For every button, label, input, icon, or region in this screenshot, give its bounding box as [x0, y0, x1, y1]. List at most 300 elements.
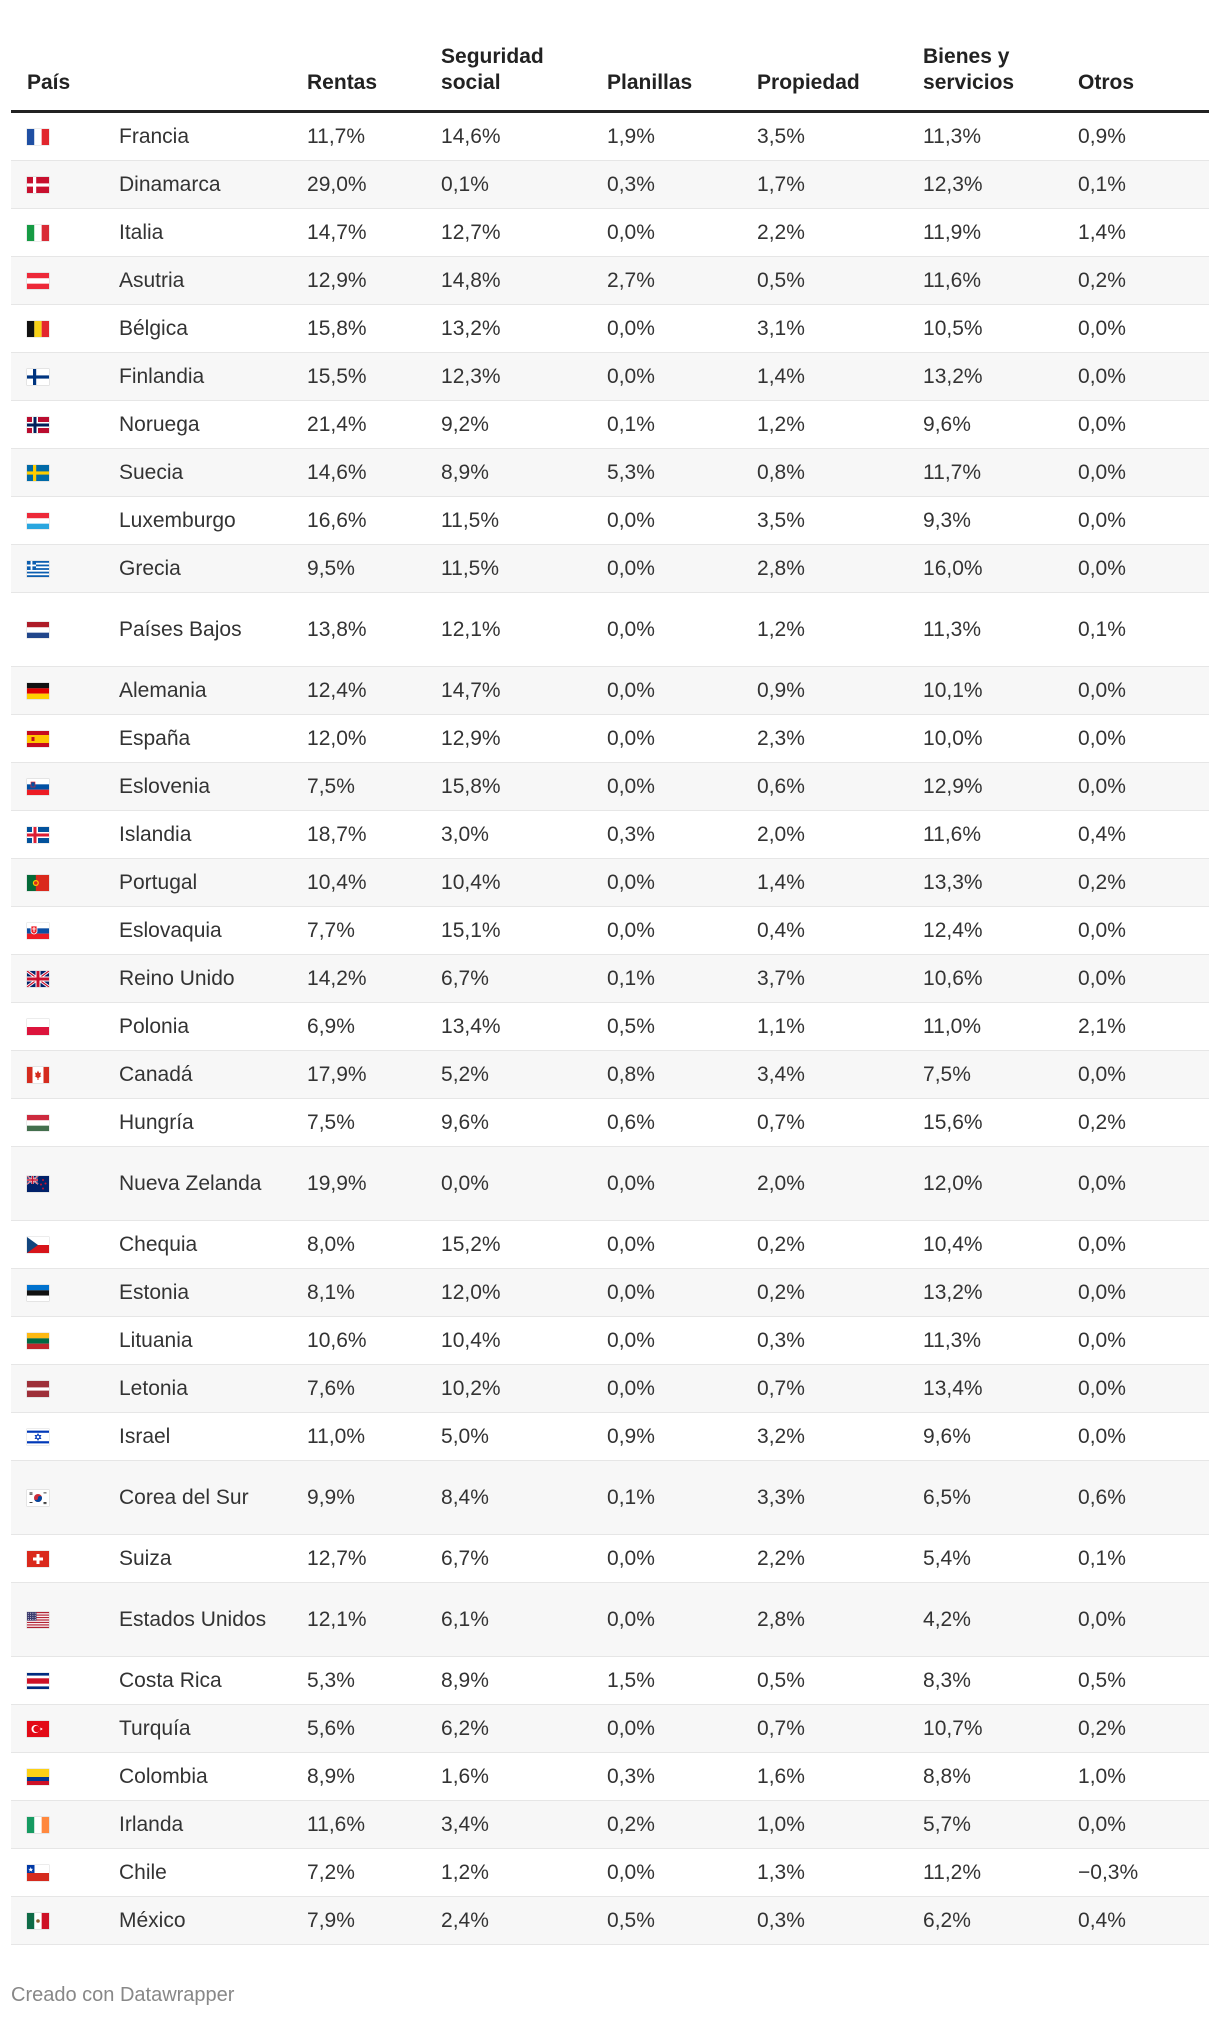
- flag-cell: [11, 1705, 119, 1753]
- flag-cell: [11, 1221, 119, 1269]
- table-row: [11, 955, 1209, 1003]
- flag-slovakia-icon: [27, 923, 49, 939]
- flag-cell: [11, 401, 119, 449]
- table-row: [11, 401, 1209, 449]
- country-name-cell: Eslovaquia: [119, 907, 307, 955]
- flag-portugal-icon: [27, 875, 49, 891]
- value-cell: 7,2%: [307, 1849, 441, 1897]
- value-cell: 10,2%: [441, 1365, 607, 1413]
- value-cell: 13,2%: [441, 305, 607, 353]
- value-cell: 2,0%: [757, 1147, 923, 1221]
- country-name-cell: Asutria: [119, 257, 307, 305]
- value-cell: 1,7%: [757, 161, 923, 209]
- table-row: [11, 1365, 1209, 1413]
- flag-cell: [11, 1099, 119, 1147]
- table-row: [11, 1147, 1209, 1221]
- value-cell: 2,7%: [607, 257, 757, 305]
- value-cell: 0,0%: [607, 1583, 757, 1657]
- value-cell: 5,3%: [607, 449, 757, 497]
- value-cell: 0,7%: [757, 1099, 923, 1147]
- value-cell: 11,3%: [923, 112, 1078, 161]
- flag-cell: [11, 1801, 119, 1849]
- flag-spain-icon: [27, 731, 49, 747]
- value-cell: 0,0%: [607, 907, 757, 955]
- flag-netherlands-icon: [27, 622, 49, 638]
- country-name-cell: Grecia: [119, 545, 307, 593]
- value-cell: 0,6%: [1078, 1461, 1209, 1535]
- country-name-cell: Países Bajos: [119, 593, 307, 667]
- value-cell: 0,0%: [1078, 401, 1209, 449]
- value-cell: 0,1%: [1078, 161, 1209, 209]
- value-cell: 0,0%: [1078, 907, 1209, 955]
- value-cell: 1,4%: [757, 353, 923, 401]
- value-cell: 0,0%: [607, 715, 757, 763]
- value-cell: 0,0%: [607, 593, 757, 667]
- country-name-cell: Finlandia: [119, 353, 307, 401]
- value-cell: 10,5%: [923, 305, 1078, 353]
- value-cell: 10,0%: [923, 715, 1078, 763]
- country-name-cell: Colombia: [119, 1753, 307, 1801]
- value-cell: 12,4%: [923, 907, 1078, 955]
- table-header-row: [11, 32, 1209, 112]
- flag-france-icon: [27, 129, 49, 145]
- value-cell: 0,7%: [757, 1365, 923, 1413]
- value-cell: 0,0%: [607, 763, 757, 811]
- value-cell: 2,4%: [441, 1897, 607, 1945]
- value-cell: 0,9%: [1078, 112, 1209, 161]
- flag-cell: [11, 907, 119, 955]
- table-row: [11, 1535, 1209, 1583]
- value-cell: 12,1%: [307, 1583, 441, 1657]
- value-cell: 3,1%: [757, 305, 923, 353]
- flag-cell: [11, 449, 119, 497]
- value-cell: 2,2%: [757, 1535, 923, 1583]
- value-cell: 0,0%: [607, 1535, 757, 1583]
- flag-cell: [11, 593, 119, 667]
- value-cell: 10,4%: [441, 859, 607, 907]
- table-row: [11, 667, 1209, 715]
- country-name-cell: Hungría: [119, 1099, 307, 1147]
- value-cell: 11,9%: [923, 209, 1078, 257]
- value-cell: 13,4%: [923, 1365, 1078, 1413]
- table-row: [11, 811, 1209, 859]
- table-row: [11, 112, 1209, 161]
- value-cell: 14,6%: [307, 449, 441, 497]
- value-cell: 0,0%: [1078, 955, 1209, 1003]
- value-cell: 6,9%: [307, 1003, 441, 1051]
- flag-cell: [11, 1051, 119, 1099]
- flag-colombia-icon: [27, 1769, 49, 1785]
- flag-mexico-icon: [27, 1913, 49, 1929]
- flag-cell: [11, 1461, 119, 1535]
- value-cell: 6,1%: [441, 1583, 607, 1657]
- flag-iceland-icon: [27, 827, 49, 843]
- value-cell: 0,0%: [607, 305, 757, 353]
- value-cell: 0,8%: [607, 1051, 757, 1099]
- value-cell: 6,7%: [441, 955, 607, 1003]
- table-row: [11, 1051, 1209, 1099]
- value-cell: 0,2%: [1078, 1099, 1209, 1147]
- flag-united-states-icon: [27, 1612, 49, 1628]
- value-cell: 0,0%: [1078, 1147, 1209, 1221]
- table-body: [11, 112, 1209, 1945]
- flag-belgium-icon: [27, 321, 49, 337]
- value-cell: 6,2%: [923, 1897, 1078, 1945]
- value-cell: 2,0%: [757, 811, 923, 859]
- flag-cell: [11, 1003, 119, 1051]
- flag-new-zealand-icon: [27, 1176, 49, 1192]
- column-header-rentas[interactable]: Rentas: [307, 32, 441, 112]
- country-name-cell: Noruega: [119, 401, 307, 449]
- value-cell: 0,0%: [1078, 1365, 1209, 1413]
- value-cell: 0,1%: [607, 401, 757, 449]
- value-cell: 14,7%: [441, 667, 607, 715]
- flag-cell: [11, 257, 119, 305]
- value-cell: 0,0%: [1078, 763, 1209, 811]
- tax-structure-table: [11, 32, 1209, 1945]
- value-cell: 10,4%: [441, 1317, 607, 1365]
- value-cell: 0,0%: [607, 1705, 757, 1753]
- value-cell: 2,8%: [757, 545, 923, 593]
- value-cell: 0,1%: [1078, 1535, 1209, 1583]
- table-row: [11, 209, 1209, 257]
- flag-cell: [11, 859, 119, 907]
- country-name-cell: Francia: [119, 112, 307, 161]
- value-cell: 15,2%: [441, 1221, 607, 1269]
- flag-cell: [11, 1753, 119, 1801]
- flag-cell: [11, 545, 119, 593]
- value-cell: 0,0%: [607, 1221, 757, 1269]
- country-name-cell: Reino Unido: [119, 955, 307, 1003]
- country-name-cell: Lituania: [119, 1317, 307, 1365]
- column-header-otros[interactable]: Otros: [1078, 32, 1209, 112]
- flag-ireland-icon: [27, 1817, 49, 1833]
- value-cell: 1,4%: [757, 859, 923, 907]
- value-cell: 0,4%: [757, 907, 923, 955]
- value-cell: 0,2%: [1078, 859, 1209, 907]
- value-cell: 12,9%: [307, 257, 441, 305]
- column-header-bienes-y-servicios[interactable]: Bienes y servicios: [923, 32, 1078, 112]
- value-cell: 8,9%: [441, 449, 607, 497]
- value-cell: 3,0%: [441, 811, 607, 859]
- flag-poland-icon: [27, 1019, 49, 1035]
- value-cell: 0,3%: [757, 1317, 923, 1365]
- flag-cell: [11, 763, 119, 811]
- table-row: [11, 763, 1209, 811]
- value-cell: 13,4%: [441, 1003, 607, 1051]
- value-cell: 7,6%: [307, 1365, 441, 1413]
- value-cell: 6,5%: [923, 1461, 1078, 1535]
- flag-switzerland-icon: [27, 1551, 49, 1567]
- value-cell: 0,8%: [757, 449, 923, 497]
- value-cell: 0,0%: [607, 1147, 757, 1221]
- value-cell: 15,8%: [307, 305, 441, 353]
- flag-denmark-icon: [27, 177, 49, 193]
- value-cell: 0,0%: [607, 209, 757, 257]
- value-cell: 1,2%: [757, 401, 923, 449]
- value-cell: 15,5%: [307, 353, 441, 401]
- column-header-planillas[interactable]: Planillas: [607, 32, 757, 112]
- value-cell: 2,2%: [757, 209, 923, 257]
- value-cell: 29,0%: [307, 161, 441, 209]
- value-cell: 0,6%: [757, 763, 923, 811]
- table-row: [11, 545, 1209, 593]
- country-name-cell: Estados Unidos: [119, 1583, 307, 1657]
- value-cell: 15,6%: [923, 1099, 1078, 1147]
- flag-cell: [11, 715, 119, 763]
- country-name-cell: España: [119, 715, 307, 763]
- value-cell: 3,5%: [757, 112, 923, 161]
- value-cell: 0,1%: [441, 161, 607, 209]
- value-cell: 0,0%: [607, 1365, 757, 1413]
- value-cell: 13,8%: [307, 593, 441, 667]
- column-header-propiedad[interactable]: Propiedad: [757, 32, 923, 112]
- value-cell: 0,2%: [1078, 1705, 1209, 1753]
- value-cell: 0,0%: [1078, 305, 1209, 353]
- value-cell: 5,7%: [923, 1801, 1078, 1849]
- value-cell: 14,6%: [441, 112, 607, 161]
- table-row: [11, 257, 1209, 305]
- value-cell: 9,6%: [441, 1099, 607, 1147]
- value-cell: 16,0%: [923, 545, 1078, 593]
- value-cell: 7,7%: [307, 907, 441, 955]
- country-name-cell: Luxemburgo: [119, 497, 307, 545]
- value-cell: 0,0%: [607, 667, 757, 715]
- value-cell: 1,2%: [757, 593, 923, 667]
- country-name-cell: Polonia: [119, 1003, 307, 1051]
- country-name-cell: Letonia: [119, 1365, 307, 1413]
- value-cell: 12,3%: [441, 353, 607, 401]
- table-row: [11, 715, 1209, 763]
- value-cell: 11,3%: [923, 1317, 1078, 1365]
- table-row: [11, 1221, 1209, 1269]
- table-row: [11, 353, 1209, 401]
- value-cell: 12,4%: [307, 667, 441, 715]
- flag-cell: [11, 112, 119, 161]
- country-name-cell: Islandia: [119, 811, 307, 859]
- value-cell: 11,5%: [441, 545, 607, 593]
- country-name-cell: México: [119, 1897, 307, 1945]
- value-cell: 0,0%: [1078, 715, 1209, 763]
- value-cell: 0,2%: [1078, 257, 1209, 305]
- value-cell: 0,7%: [757, 1705, 923, 1753]
- country-name-cell: Irlanda: [119, 1801, 307, 1849]
- value-cell: 0,5%: [607, 1897, 757, 1945]
- value-cell: 3,2%: [757, 1413, 923, 1461]
- value-cell: 11,5%: [441, 497, 607, 545]
- value-cell: 11,2%: [923, 1849, 1078, 1897]
- flag-austria-icon: [27, 273, 49, 289]
- table-row: [11, 449, 1209, 497]
- value-cell: 1,4%: [1078, 209, 1209, 257]
- value-cell: 12,9%: [923, 763, 1078, 811]
- flag-cell: [11, 1583, 119, 1657]
- table-row: [11, 1583, 1209, 1657]
- value-cell: 1,2%: [441, 1849, 607, 1897]
- value-cell: 12,7%: [307, 1535, 441, 1583]
- flag-hungary-icon: [27, 1115, 49, 1131]
- value-cell: 11,3%: [923, 593, 1078, 667]
- value-cell: 0,5%: [757, 1657, 923, 1705]
- country-name-cell: Chile: [119, 1849, 307, 1897]
- flag-luxembourg-icon: [27, 513, 49, 529]
- value-cell: 0,2%: [757, 1221, 923, 1269]
- table-row: [11, 1099, 1209, 1147]
- value-cell: 3,3%: [757, 1461, 923, 1535]
- flag-cell: [11, 667, 119, 715]
- country-name-cell: Corea del Sur: [119, 1461, 307, 1535]
- value-cell: 11,6%: [307, 1801, 441, 1849]
- table-row: [11, 161, 1209, 209]
- flag-israel-icon: [27, 1429, 49, 1445]
- country-name-cell: Eslovenia: [119, 763, 307, 811]
- country-name-cell: Bélgica: [119, 305, 307, 353]
- value-cell: 7,5%: [307, 763, 441, 811]
- flag-cell: [11, 161, 119, 209]
- value-cell: 6,2%: [441, 1705, 607, 1753]
- table-row: [11, 497, 1209, 545]
- country-name-cell: Estonia: [119, 1269, 307, 1317]
- value-cell: 11,0%: [923, 1003, 1078, 1051]
- value-cell: 12,1%: [441, 593, 607, 667]
- value-cell: 14,7%: [307, 209, 441, 257]
- table-row: [11, 1657, 1209, 1705]
- value-cell: 0,2%: [757, 1269, 923, 1317]
- value-cell: 0,2%: [607, 1801, 757, 1849]
- value-cell: 0,0%: [1078, 1801, 1209, 1849]
- value-cell: 12,9%: [441, 715, 607, 763]
- value-cell: 9,9%: [307, 1461, 441, 1535]
- flag-cell: [11, 1413, 119, 1461]
- table-row: [11, 907, 1209, 955]
- value-cell: 16,6%: [307, 497, 441, 545]
- value-cell: 3,5%: [757, 497, 923, 545]
- value-cell: 5,4%: [923, 1535, 1078, 1583]
- value-cell: 21,4%: [307, 401, 441, 449]
- table-row: [11, 1317, 1209, 1365]
- flag-costa-rica-icon: [27, 1673, 49, 1689]
- value-cell: 12,0%: [307, 715, 441, 763]
- value-cell: 0,1%: [607, 955, 757, 1003]
- flag-norway-icon: [27, 417, 49, 433]
- table-row: [11, 859, 1209, 907]
- value-cell: 15,1%: [441, 907, 607, 955]
- value-cell: 1,1%: [757, 1003, 923, 1051]
- value-cell: 0,0%: [1078, 1221, 1209, 1269]
- value-cell: 0,0%: [1078, 1317, 1209, 1365]
- value-cell: 11,6%: [923, 811, 1078, 859]
- value-cell: 0,5%: [757, 257, 923, 305]
- flag-cell: [11, 1269, 119, 1317]
- value-cell: 0,3%: [607, 1753, 757, 1801]
- value-cell: 0,0%: [607, 1269, 757, 1317]
- value-cell: 0,0%: [1078, 667, 1209, 715]
- credit-footer: Creado con Datawrapper: [11, 1984, 235, 2006]
- value-cell: 0,0%: [1078, 497, 1209, 545]
- table-row: [11, 1269, 1209, 1317]
- value-cell: 0,4%: [1078, 1897, 1209, 1945]
- flag-cell: [11, 497, 119, 545]
- value-cell: 10,6%: [307, 1317, 441, 1365]
- column-header-seguridad-social[interactable]: Seguridad social: [441, 32, 607, 112]
- value-cell: 12,3%: [923, 161, 1078, 209]
- value-cell: 8,1%: [307, 1269, 441, 1317]
- flag-cell: [11, 1317, 119, 1365]
- column-header-pais[interactable]: País: [11, 32, 307, 112]
- value-cell: 19,9%: [307, 1147, 441, 1221]
- country-name-cell: Canadá: [119, 1051, 307, 1099]
- value-cell: 3,4%: [757, 1051, 923, 1099]
- value-cell: 11,0%: [307, 1413, 441, 1461]
- value-cell: 8,9%: [441, 1657, 607, 1705]
- value-cell: 8,8%: [923, 1753, 1078, 1801]
- flag-chile-icon: [27, 1865, 49, 1881]
- value-cell: 0,4%: [1078, 811, 1209, 859]
- value-cell: 10,4%: [307, 859, 441, 907]
- value-cell: 10,6%: [923, 955, 1078, 1003]
- flag-cell: [11, 811, 119, 859]
- value-cell: 13,2%: [923, 1269, 1078, 1317]
- flag-cell: [11, 1147, 119, 1221]
- flag-slovenia-icon: [27, 779, 49, 795]
- value-cell: 0,6%: [607, 1099, 757, 1147]
- value-cell: 4,2%: [923, 1583, 1078, 1657]
- table-row: [11, 1897, 1209, 1945]
- value-cell: 5,3%: [307, 1657, 441, 1705]
- value-cell: 1,0%: [757, 1801, 923, 1849]
- country-name-cell: Suiza: [119, 1535, 307, 1583]
- value-cell: 14,2%: [307, 955, 441, 1003]
- value-cell: 12,0%: [441, 1269, 607, 1317]
- table-row: [11, 593, 1209, 667]
- flag-united-kingdom-icon: [27, 971, 49, 987]
- country-name-cell: Alemania: [119, 667, 307, 715]
- flag-cell: [11, 305, 119, 353]
- table-row: [11, 1705, 1209, 1753]
- table-row: [11, 1413, 1209, 1461]
- value-cell: 18,7%: [307, 811, 441, 859]
- flag-cell: [11, 1849, 119, 1897]
- value-cell: 0,0%: [607, 1317, 757, 1365]
- value-cell: 6,7%: [441, 1535, 607, 1583]
- value-cell: 14,8%: [441, 257, 607, 305]
- value-cell: 8,9%: [307, 1753, 441, 1801]
- country-name-cell: Italia: [119, 209, 307, 257]
- flag-cell: [11, 353, 119, 401]
- value-cell: 0,9%: [607, 1413, 757, 1461]
- value-cell: 7,5%: [923, 1051, 1078, 1099]
- flag-cell: [11, 1535, 119, 1583]
- value-cell: 0,0%: [607, 859, 757, 907]
- value-cell: 0,0%: [1078, 1413, 1209, 1461]
- country-name-cell: Nueva Zelanda: [119, 1147, 307, 1221]
- flag-cell: [11, 1657, 119, 1705]
- flag-cell: [11, 1897, 119, 1945]
- value-cell: 8,0%: [307, 1221, 441, 1269]
- value-cell: 0,1%: [607, 1461, 757, 1535]
- value-cell: 0,0%: [1078, 449, 1209, 497]
- value-cell: 0,0%: [607, 353, 757, 401]
- flag-estonia-icon: [27, 1285, 49, 1301]
- flag-lithuania-icon: [27, 1333, 49, 1349]
- flag-italy-icon: [27, 225, 49, 241]
- flag-latvia-icon: [27, 1381, 49, 1397]
- country-name-cell: Turquía: [119, 1705, 307, 1753]
- value-cell: 7,5%: [307, 1099, 441, 1147]
- value-cell: 0,5%: [607, 1003, 757, 1051]
- country-name-cell: Chequia: [119, 1221, 307, 1269]
- value-cell: 12,7%: [441, 209, 607, 257]
